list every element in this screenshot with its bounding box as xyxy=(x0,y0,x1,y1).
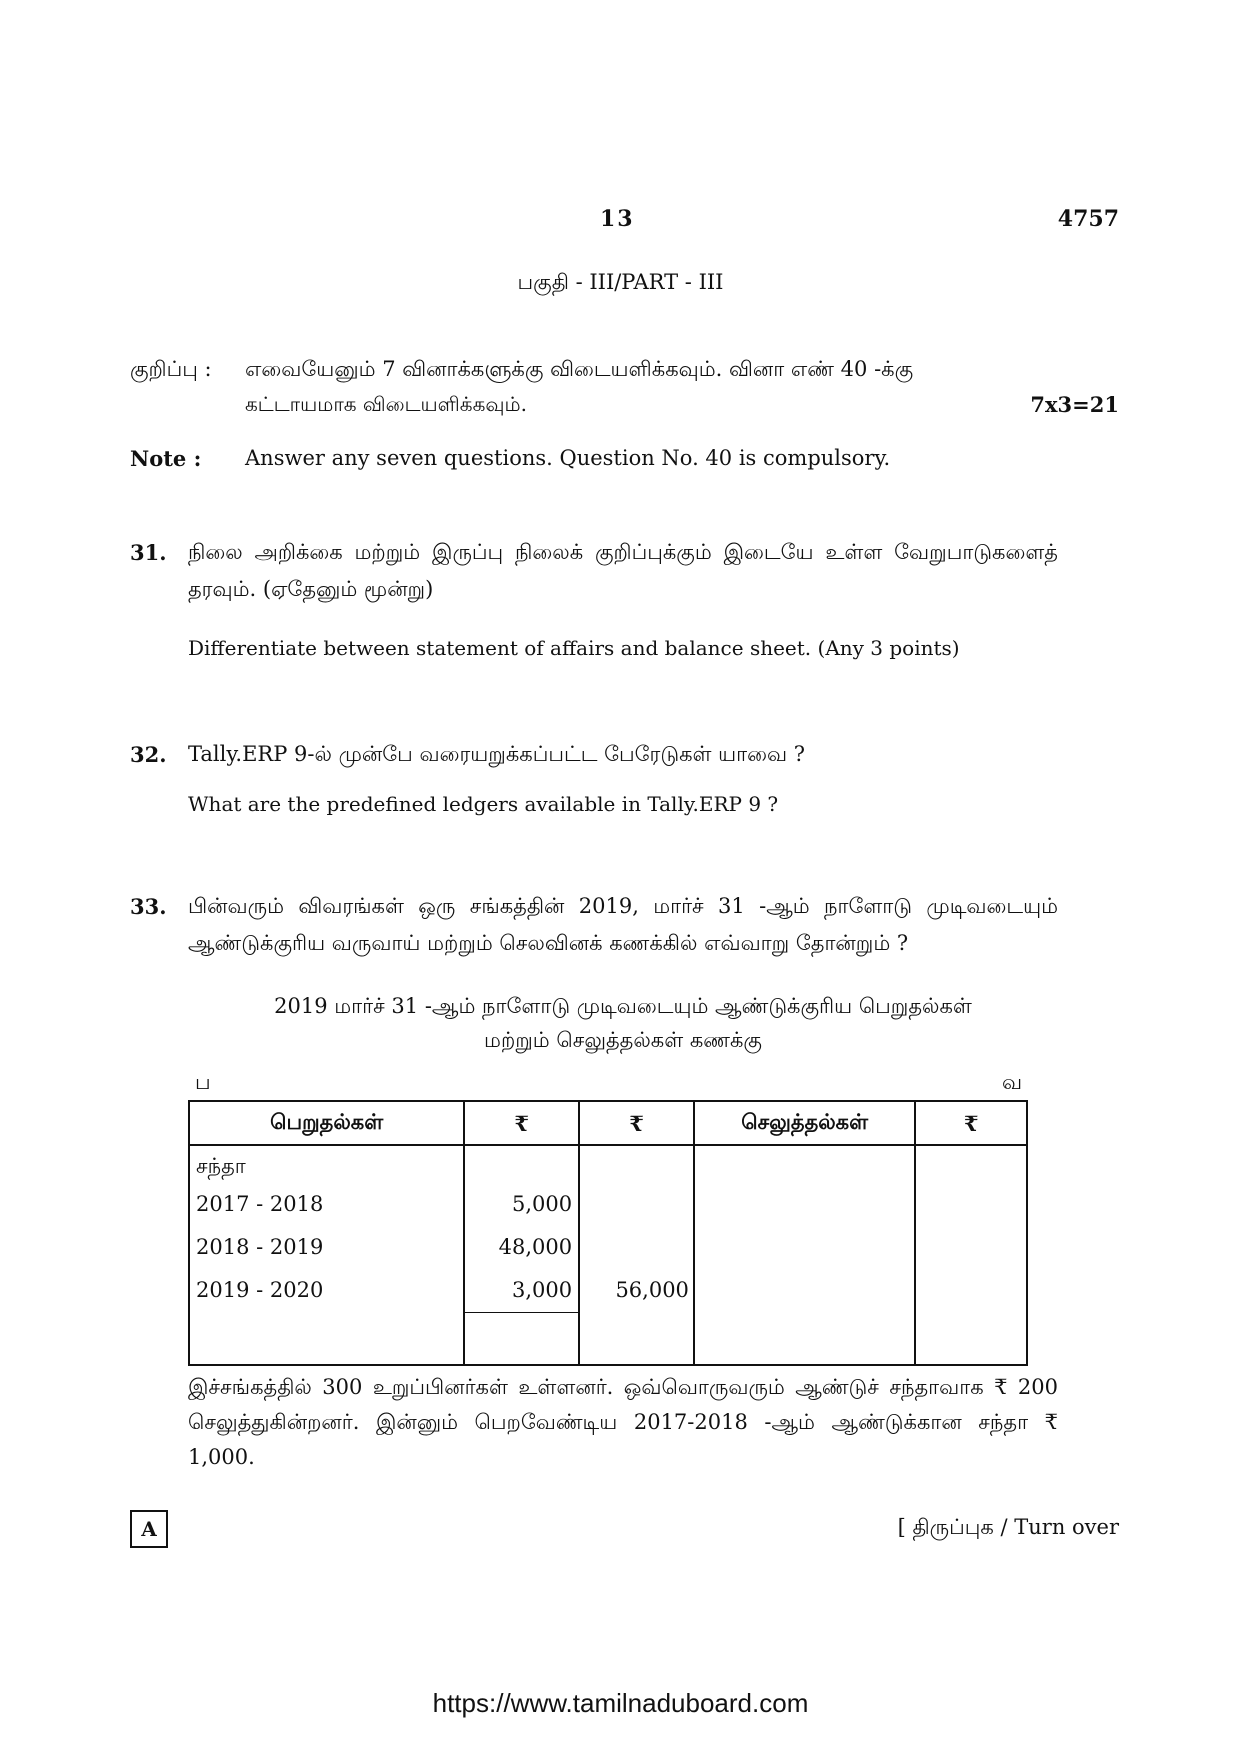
question-33-number: 33. xyxy=(130,894,167,919)
subtotal-rule xyxy=(465,1312,578,1363)
question-31-number: 31. xyxy=(130,540,167,565)
note-english-label: Note : xyxy=(130,446,202,471)
question-32-tamil: Tally.ERP 9-ல் முன்பே வரையறுக்கப்பட்ட பேரேடுகள் யாவை ? xyxy=(188,742,806,766)
table-header-row xyxy=(189,1101,1027,1145)
booklet-label-box: A xyxy=(130,1510,168,1548)
header-receipts: பெறுதல்கள் xyxy=(189,1101,464,1145)
year-2017-2018: 2017 - 2018 xyxy=(196,1192,324,1216)
receipts-column xyxy=(189,1145,464,1365)
total-column xyxy=(579,1145,694,1365)
amount-2018-2019: 48,000 xyxy=(498,1235,573,1259)
paper-code: 4757 xyxy=(1057,206,1119,232)
table-title-line2: மற்றும் செலுத்தல்கள் கணக்கு xyxy=(484,1028,762,1052)
question-31-english: Differentiate between statement of affairs and balance sheet. (Any 3 points) xyxy=(188,636,960,660)
year-2019-2020: 2019 - 2020 xyxy=(196,1278,324,1302)
subscription-label: சந்தா xyxy=(196,1154,246,1178)
note-english-text: Answer any seven questions. Question No. 40 is compulsory. xyxy=(245,446,891,470)
amount-2019-2020: 3,000 xyxy=(511,1278,573,1302)
header-payments: செலுத்தல்கள் xyxy=(694,1101,916,1145)
debit-side-label: ப xyxy=(195,1070,211,1094)
page-number: 13 xyxy=(600,206,635,232)
header-rupee-2: ₹ xyxy=(579,1101,694,1145)
credit-side-label: வ xyxy=(1002,1070,1023,1094)
note-tamil-line2: கட்டாயமாக விடையளிக்கவும். xyxy=(245,392,527,416)
marks-allocation: 7x3=21 xyxy=(1030,392,1119,417)
note-tamil-label: குறிப்பு : xyxy=(130,357,212,381)
question-32-english: What are the predefined ledgers available in Tally.ERP 9 ? xyxy=(188,792,779,816)
year-2018-2019: 2018 - 2019 xyxy=(196,1235,324,1259)
header-rupee-1: ₹ xyxy=(464,1101,579,1145)
amount-2017-2018: 5,000 xyxy=(511,1192,573,1216)
header-rupee-3: ₹ xyxy=(915,1101,1027,1145)
question-33-additional-info: இச்சங்கத்தில் 300 உறுப்பினர்கள் உள்ளனர். ஒவ்வொருவரும் ஆண்டுச் சந்தாவாக ₹ 200 செலுத்துகின்றனர். இன்னும் பெறவேண்டிய 2017-2018 -ஆம் ஆண்டுக்கான சந்தா ₹ 1,000. xyxy=(188,1375,1058,1469)
table-body-row xyxy=(189,1145,1027,1365)
question-33-tamil: பின்வரும் விவரங்கள் ஒரு சங்கத்தின் 2019, மார்ச் 31 -ஆம் நாளோடு முடிவடையும் ஆண்டுக்குரிய வருவாய் மற்றும் செலவினக் கணக்கில் எவ்வாறு தோன்றும் ? xyxy=(188,894,1058,955)
source-url: https://www.tamilnaduboard.com xyxy=(432,1688,809,1718)
question-32-number: 32. xyxy=(130,742,167,767)
subscription-total: 56,000 xyxy=(615,1278,689,1302)
question-31-tamil: நிலை அறிக்கை மற்றும் இருப்பு நிலைக் குறிப்புக்கும் இடையே உள்ள வேறுபாடுகளைத் தரவும். (ஏதேனும் மூன்று) xyxy=(188,540,1058,601)
payments-column xyxy=(694,1145,916,1365)
payments-amount-column xyxy=(915,1145,1027,1365)
note-tamil-line1: எவையேனும் 7 வினாக்களுக்கு விடையளிக்கவும். வினா எண் 40 -க்கு xyxy=(245,357,914,381)
part-title: பகுதி - III/PART - III xyxy=(517,270,724,294)
turn-over-note: [ திருப்புக / Turn over xyxy=(897,1515,1119,1539)
receipts-payments-table xyxy=(188,1100,1028,1366)
table-title-line1: 2019 மார்ச் 31 -ஆம் நாளோடு முடிவடையும் ஆண்டுக்குரிய பெறுதல்கள் xyxy=(274,994,972,1018)
amount-column xyxy=(464,1145,579,1365)
